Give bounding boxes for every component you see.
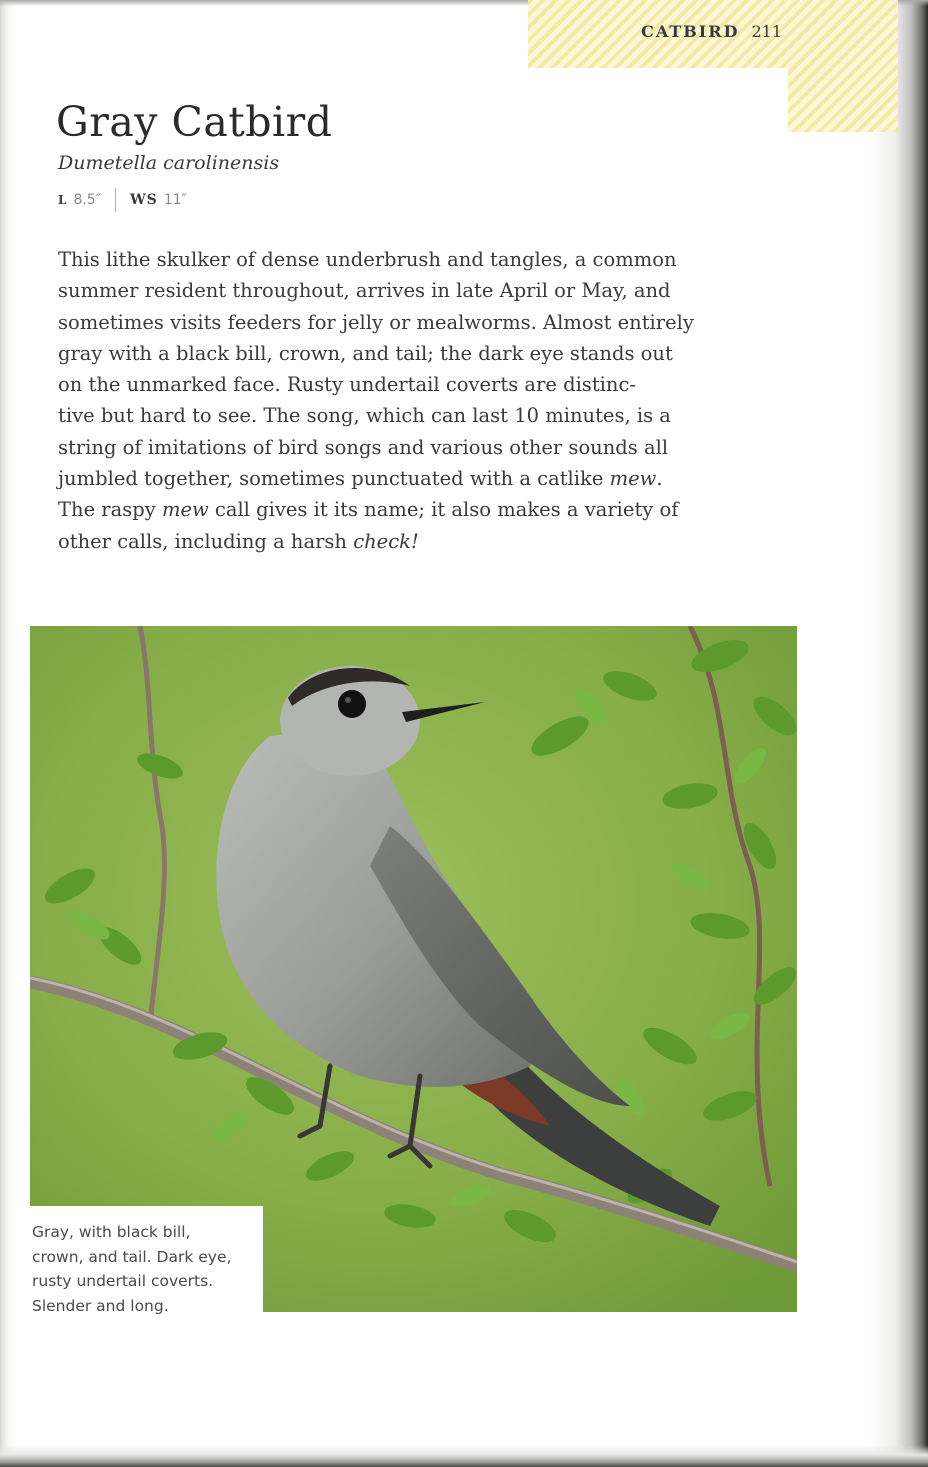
description-line xyxy=(58,494,778,525)
running-head xyxy=(560,22,782,41)
description-line: summer resident throughout, arrives in late April or May, and xyxy=(58,279,671,303)
description-line: sometimes visits feeders for jelly or mealworms. Almost entirely xyxy=(58,310,694,334)
description-line xyxy=(58,463,778,494)
page-number: 211 xyxy=(751,22,782,41)
description-emphasis: check! xyxy=(353,529,419,553)
caption-line: Gray, with black bill, xyxy=(32,1223,191,1241)
measurements xyxy=(58,188,187,212)
wingspan-value: 11″ xyxy=(163,192,187,208)
description-line: string of imitations of bird songs and various other sounds all xyxy=(58,435,669,459)
description-line: This lithe skulker of dense underbrush and tangles, a common xyxy=(58,248,677,271)
description-text: call gives it its name; it also makes a variety of xyxy=(208,498,679,522)
caption-line: rusty undertail coverts. xyxy=(32,1272,214,1290)
description-line xyxy=(58,526,778,557)
caption-line: Slender and long. xyxy=(32,1296,169,1315)
description-line: tive but hard to see. The song, which can last 10 minutes, is a xyxy=(58,404,671,428)
description-emphasis: mew xyxy=(161,498,209,522)
wingspan-label: WS xyxy=(129,192,158,208)
page-bottom-shadow xyxy=(0,1445,928,1467)
species-title: Gray Catbird xyxy=(56,98,333,146)
length-value: 8.5″ xyxy=(73,192,101,208)
description-text: The raspy xyxy=(58,498,162,522)
species-description xyxy=(58,244,778,557)
description-line: on the unmarked face. Rusty undertail coverts are distinc- xyxy=(58,373,636,397)
section-name: CATBIRD xyxy=(641,22,740,41)
photo-caption xyxy=(30,1206,263,1315)
scientific-name: Dumetella carolinensis xyxy=(58,152,280,174)
length-label: L xyxy=(58,193,68,207)
description-line: gray with a black bill, crown, and tail; the dark eye stands out xyxy=(58,341,673,365)
measure-divider xyxy=(115,188,116,212)
description-emphasis: mew xyxy=(609,467,657,491)
description-text: jumbled together, sometimes punctuated with a catlike xyxy=(58,467,610,491)
corner-tab-cutout xyxy=(528,68,788,138)
description-text: other calls, including a harsh xyxy=(58,529,354,553)
description-text: . xyxy=(656,467,663,491)
caption-line: crown, and tail. Dark eye, xyxy=(32,1247,232,1266)
